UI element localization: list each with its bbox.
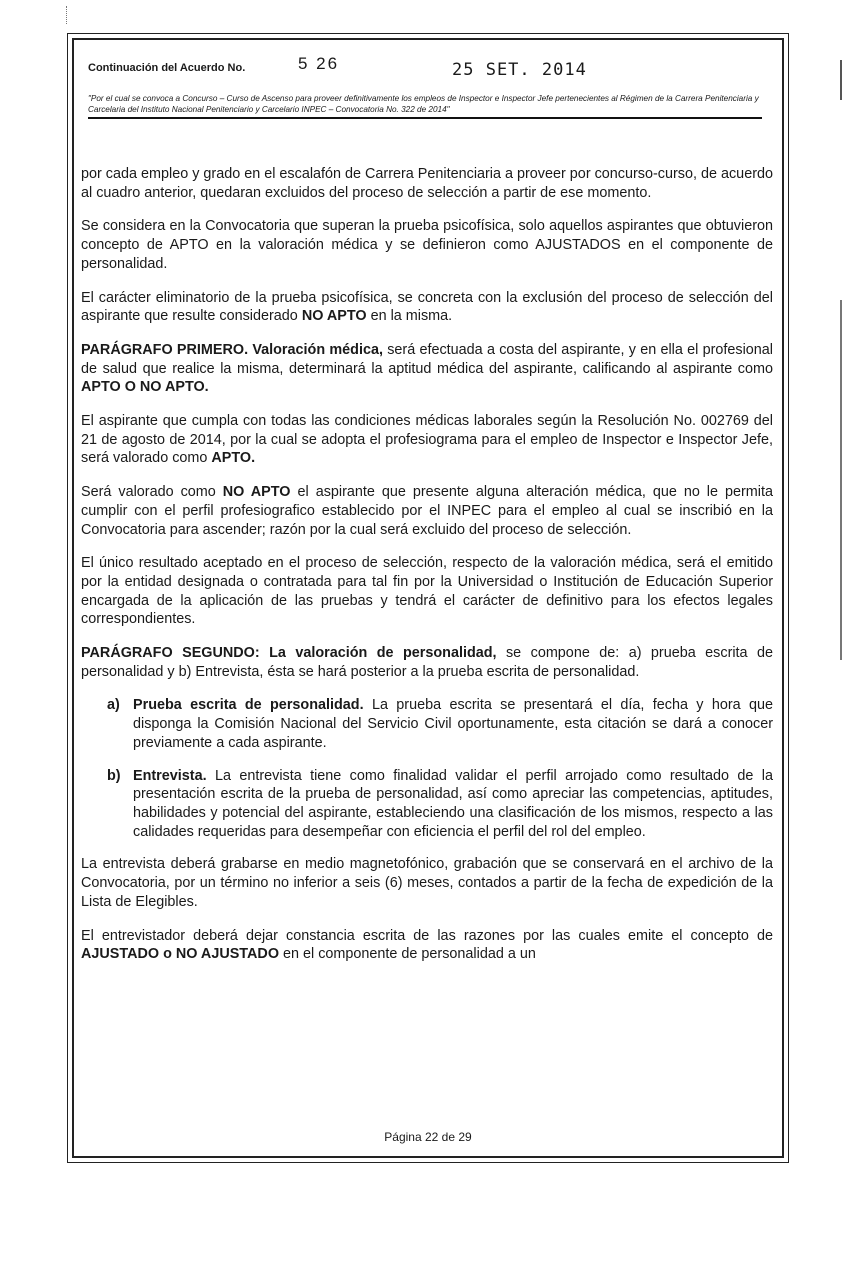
paragraph-text: será efectuada a costa del aspirante, y en ella el profesional de salud que realice la misma, determinará la aptitud médica del aspirante, calificando al aspirante como bbox=[81, 341, 773, 377]
list-item-title: Prueba escrita de personalidad. bbox=[133, 697, 364, 714]
list-item-title: Entrevista. bbox=[133, 767, 207, 784]
emphasis: APTO O NO APTO. bbox=[81, 379, 209, 396]
document-body bbox=[81, 165, 773, 979]
paragraph-text: en la misma. bbox=[366, 308, 453, 325]
section-heading: PARÁGRAFO SEGUNDO: La valoración de personalidad, bbox=[81, 645, 497, 662]
list-item-text: La prueba escrita se presentará el día, fecha y hora que disponga la Comisión Nacional del Servicio Civil oportunamente, esta citación se dará a conocer previamente a cada aspirante. bbox=[133, 697, 774, 751]
paragraph-text: el aspirante que presente alguna alteración médica, que no le permita cumplir con el perfil profesiografico establecido por el INPEC para el empleo al cual se inscribió en la Convocatoria para ascender; razón por la cual será excluido del proceso de selección. bbox=[81, 484, 773, 538]
paragraph bbox=[81, 412, 773, 468]
item-list bbox=[81, 696, 773, 841]
paragraph bbox=[81, 289, 773, 326]
emphasis: APTO. bbox=[211, 450, 256, 467]
agreement-number: 5 26 bbox=[298, 54, 340, 73]
paragraph-text: La entrevista deberá grabarse en medio magnetofónico, grabación que se conservará en el archivo de la Convocatoria, por un término no inferior a seis (6) meses, contados a partir de la fecha de expedición de la Lista de Elegibles. bbox=[81, 856, 773, 910]
paragraph-text: El carácter eliminatorio de la prueba psicofísica, se concreta con la exclusión del proceso de selección del aspirante que resulte considerado bbox=[81, 289, 773, 325]
paragraph bbox=[81, 341, 773, 397]
paragraph-text: Se considera en la Convocatoria que superan la prueba psicofísica, solo aquellos aspirantes que obtuvieron concepto de APTO en la valoración médica y se definieron como AJUSTADOS en el componente de personalidad. bbox=[81, 218, 773, 272]
margin-rule bbox=[840, 60, 842, 100]
list-item-label: b) bbox=[107, 767, 121, 784]
paragraph-text: El aspirante que cumpla con todas las condiciones médicas laborales según la Resolución No. 002769 del 21 de agosto de 2014, por la cual se adopta el profesiograma para el empleo de Inspector e Inspector Jefe, será valorado como bbox=[81, 413, 773, 467]
paragraph bbox=[81, 644, 773, 681]
paragraph bbox=[81, 554, 773, 629]
emphasis: NO APTO bbox=[301, 308, 367, 325]
date-stamp: 25 SET. 2014 bbox=[452, 60, 587, 80]
staple-mark bbox=[66, 6, 69, 24]
emphasis: NO APTO bbox=[222, 484, 291, 501]
paragraph-text: El único resultado aceptado en el proceso de selección, respecto de la valoración médica, será el emitido por la entidad designada o contratada para tal fin por la Universidad o Institución de Educación Superior encargada de la aplicación de las pruebas y tendrá el carácter de definitivo para los efectos legales correspondientes. bbox=[81, 555, 773, 628]
margin-rule bbox=[840, 300, 842, 660]
paragraph-text: se compone de: a) prueba escrita de personalidad y b) Entrevista, ésta se hará posterior a la prueba escrita de personalidad. bbox=[81, 645, 774, 680]
paragraph bbox=[81, 217, 773, 273]
paragraph bbox=[81, 483, 773, 539]
paragraph-text: en el componente de personalidad a un bbox=[279, 946, 536, 963]
header-divider bbox=[88, 117, 762, 119]
paragraph bbox=[81, 855, 773, 911]
list-item bbox=[107, 696, 774, 752]
header-reference: "Por el cual se convoca a Concurso – Curso de Ascenso para proveer definitivamente los empleos de Inspector e Inspector Jefe pertenecientes al Régimen de la Carrera Penitenciaria y Carcelaria del Instituto Nacional Penitenciario y Carcelario INPEC – Convocatoria No. 322 de 2014" bbox=[88, 94, 759, 114]
paragraph-text: por cada empleo y grado en el escalafón de Carrera Penitenciaria a proveer por concurso-curso, de acuerdo al cuadro anterior, quedaran excluidos del proceso de selección a partir de ese momento. bbox=[81, 166, 773, 201]
paragraph bbox=[81, 927, 773, 964]
list-item-text: La entrevista tiene como finalidad validar el perfil arrojado como resultado de la presentación escrita de la prueba de personalidad, así como apreciar las competencias, aptitudes, habilidades y potencial del aspirante, estableciendo una clasificación de los mismos, respecto a las calidades requeridas para desempeñar con eficiencia el perfil del rol del empleo. bbox=[133, 767, 773, 840]
list-item bbox=[107, 767, 773, 842]
list-item-label: a) bbox=[107, 697, 120, 714]
page-number: Página 22 de 29 bbox=[384, 1130, 472, 1144]
continuation-label: Continuación del Acuerdo No. bbox=[88, 62, 246, 74]
paragraph-text: Será valorado como bbox=[81, 484, 223, 501]
paragraph-text: El entrevistador deberá dejar constancia escrita de las razones por las cuales emite el concepto de bbox=[81, 927, 773, 944]
document-header bbox=[88, 56, 768, 86]
emphasis: AJUSTADO o NO AJUSTADO bbox=[81, 946, 280, 963]
section-heading: PARÁGRAFO PRIMERO. Valoración médica, bbox=[81, 341, 383, 358]
paragraph bbox=[81, 165, 773, 202]
